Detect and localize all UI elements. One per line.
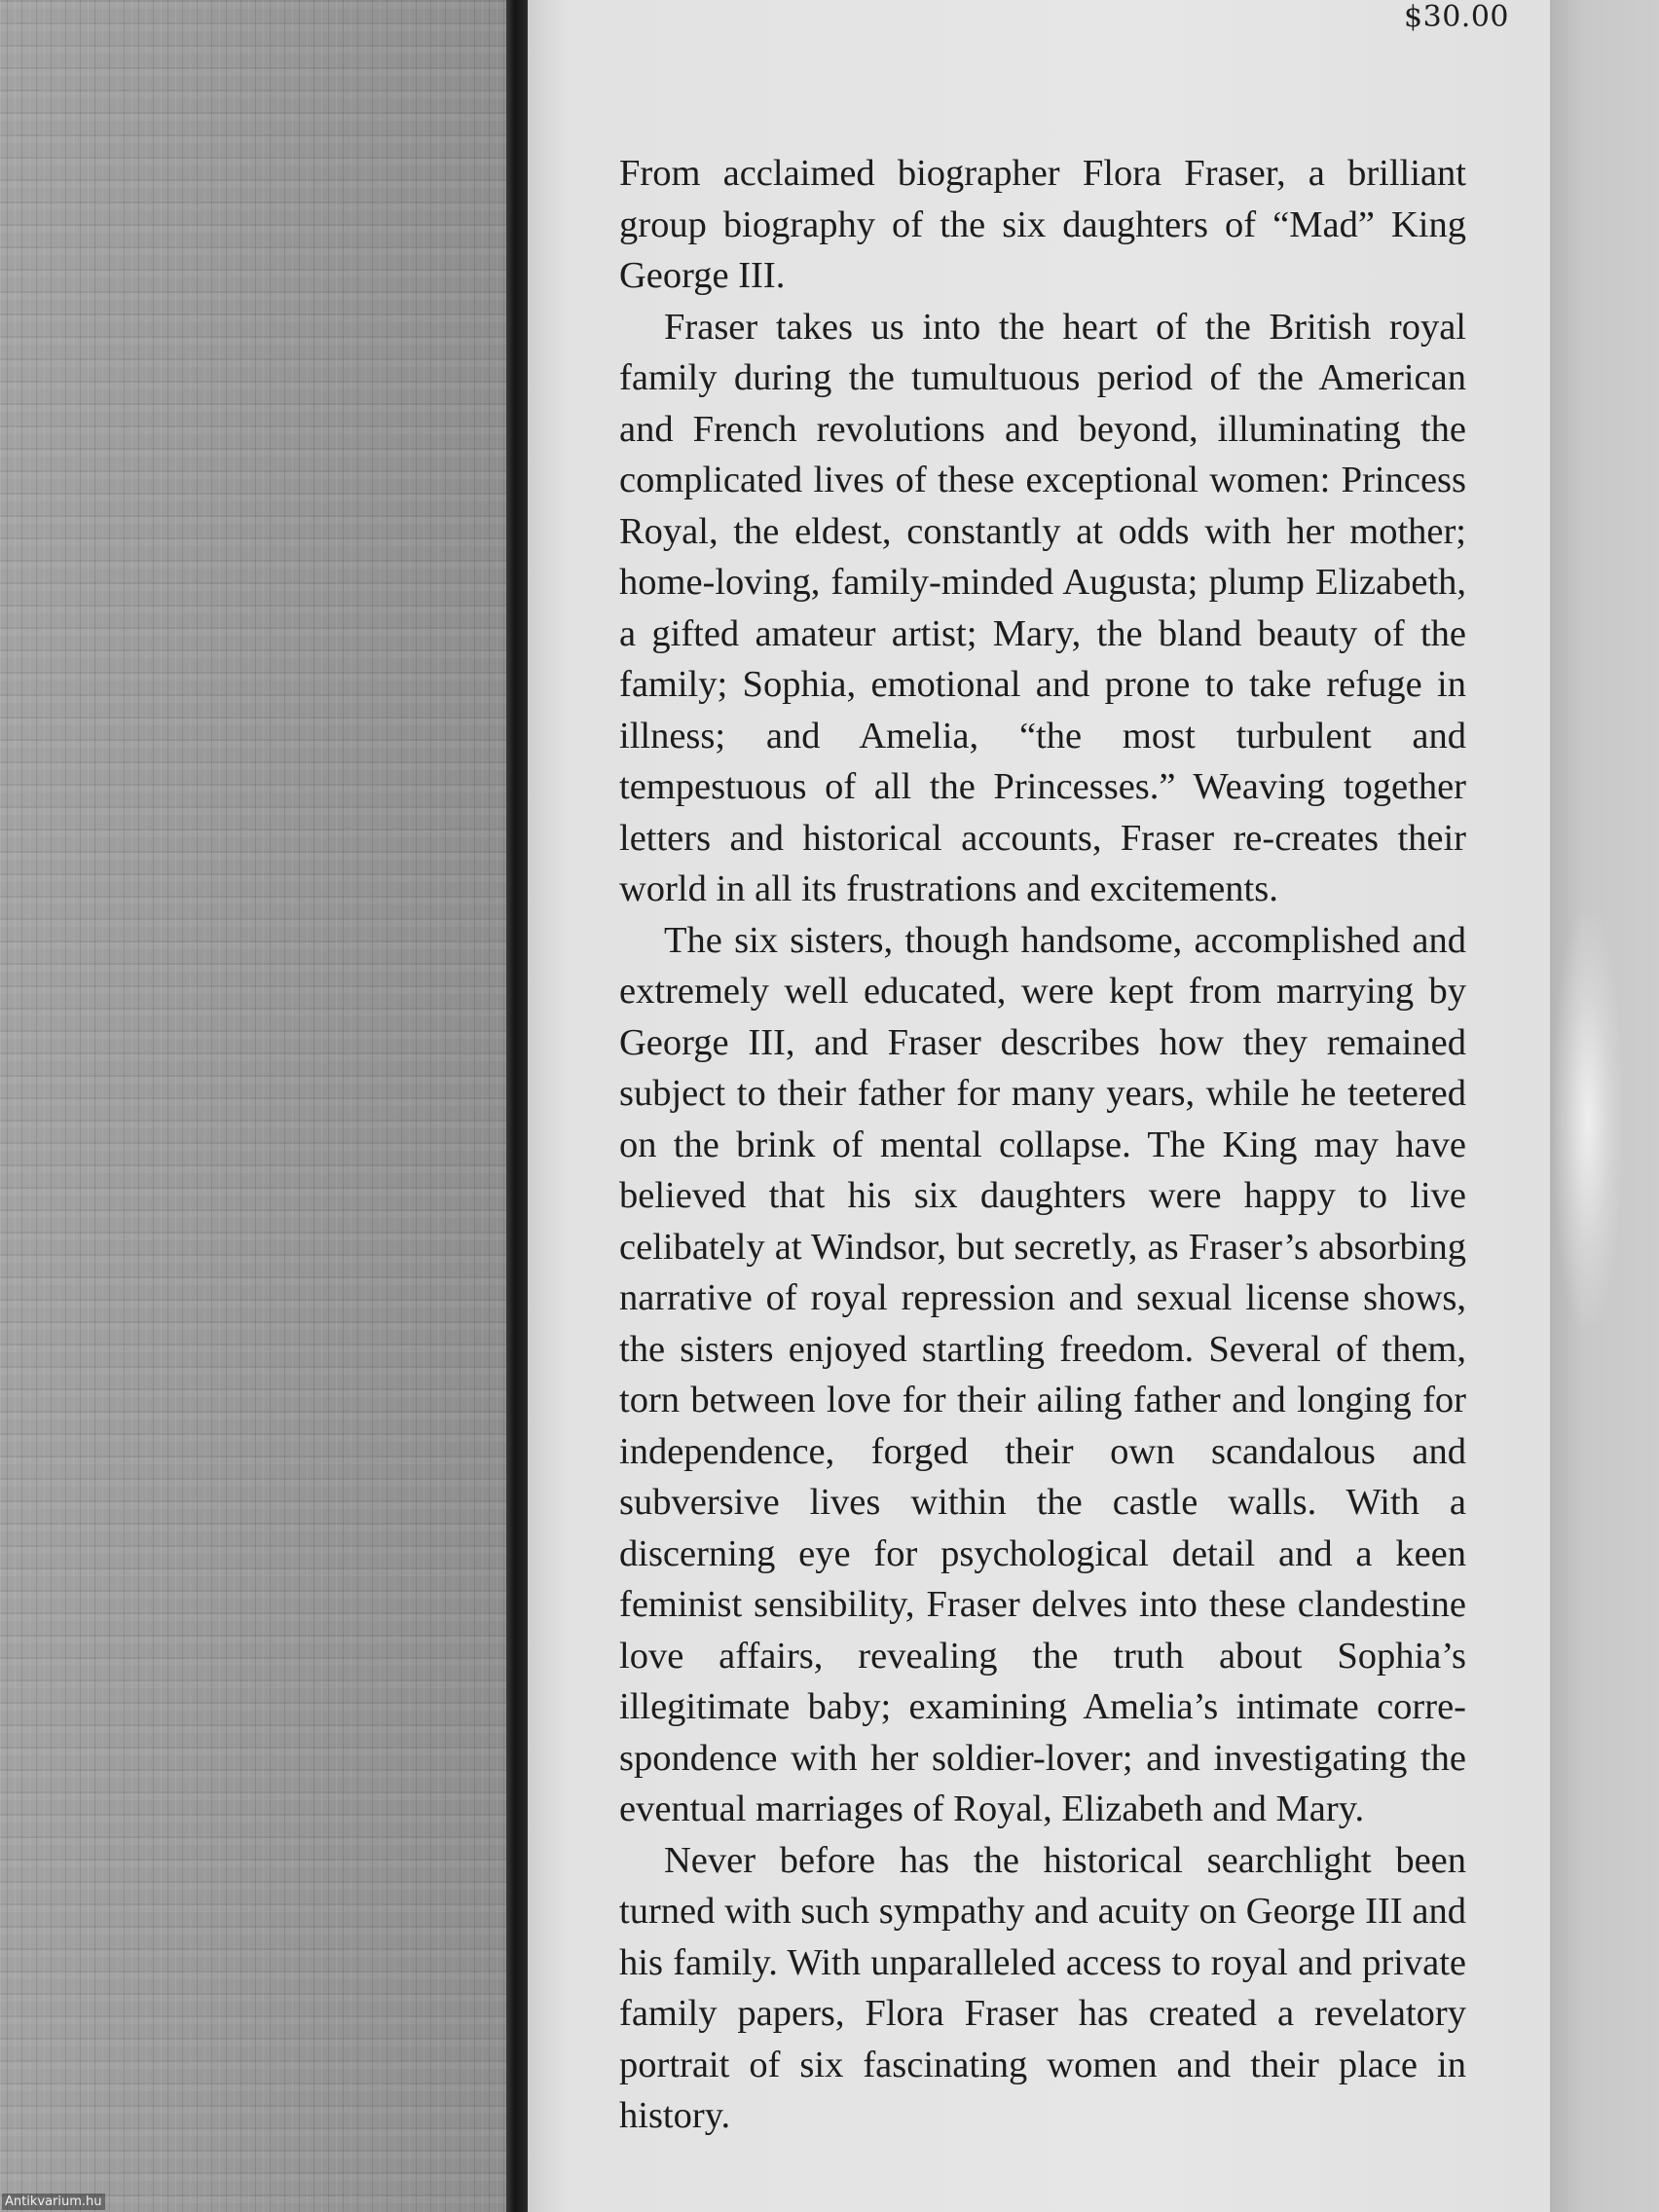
plastic-glare [1554, 915, 1622, 1324]
price-label: $30.00 [1404, 0, 1509, 34]
paragraph-intro: From acclaimed biographer Flora Fraser, a brilliant group biography of the six daughters of “Mad” King George III. [619, 153, 1466, 296]
paragraph-body-1: Fraser takes us into the heart of the British royal family during the tumultuous period of the American and French revolutions and beyond, illuminating the complicated lives of these exceptional women: Princess Royal, the eldest, constantly at odds with her mother; home-loving, family-minded Augusta; plump Elizabeth, a gifted amateur artist; Mary, the bland beauty of the family; Sophia, emotional and prone to take refuge in illness; and Amelia, “the most turbulent and tempestuous of all the Princesses.” Weaving together letters and historical accounts, Fraser re-creates their world in all its frustrations and excitements. [619, 306, 1466, 909]
watermark: Antikvarium.hu [2, 2194, 105, 2210]
book-board-cover [0, 0, 510, 2212]
book-spine-edge [506, 0, 528, 2212]
paragraph-closing: Never before has the historical searchlight been turned with such sympathy and acuity on George III and his family. With unparalleled access to royal and private family papers, Flora Fraser has created a revelatory portrait of six fascinating women and their place in history. [619, 1839, 1466, 2136]
flap-copy [619, 148, 1466, 2142]
paragraph-body-2: The six sisters, though handsome, accomplished and extremely well educated, were kept from marrying by George III, and Fraser describes how they remained subject to their father for many years, while he teetered on the brink of mental collapse. The King may have believed that his six daughters were happy to live celibately at Windsor, but secretly, as Fraser’s absorbing narrative of royal repression and sexual license shows, the sisters enjoyed startling freedom. Several of them, torn between love for their ailing father and longing for independence, forged their own scandalous and subversive lives within the castle walls. With a discerning eye for psychological detail and a keen feminist sensibility, Fraser delves into these clandestine love affairs, revealing the truth about Sophia’s illegitimate baby; examining Amelia’s intimate correspondence with her soldier-lover; and investigating the eventual marriages of Royal, Elizabeth and Mary. [619, 919, 1466, 1829]
